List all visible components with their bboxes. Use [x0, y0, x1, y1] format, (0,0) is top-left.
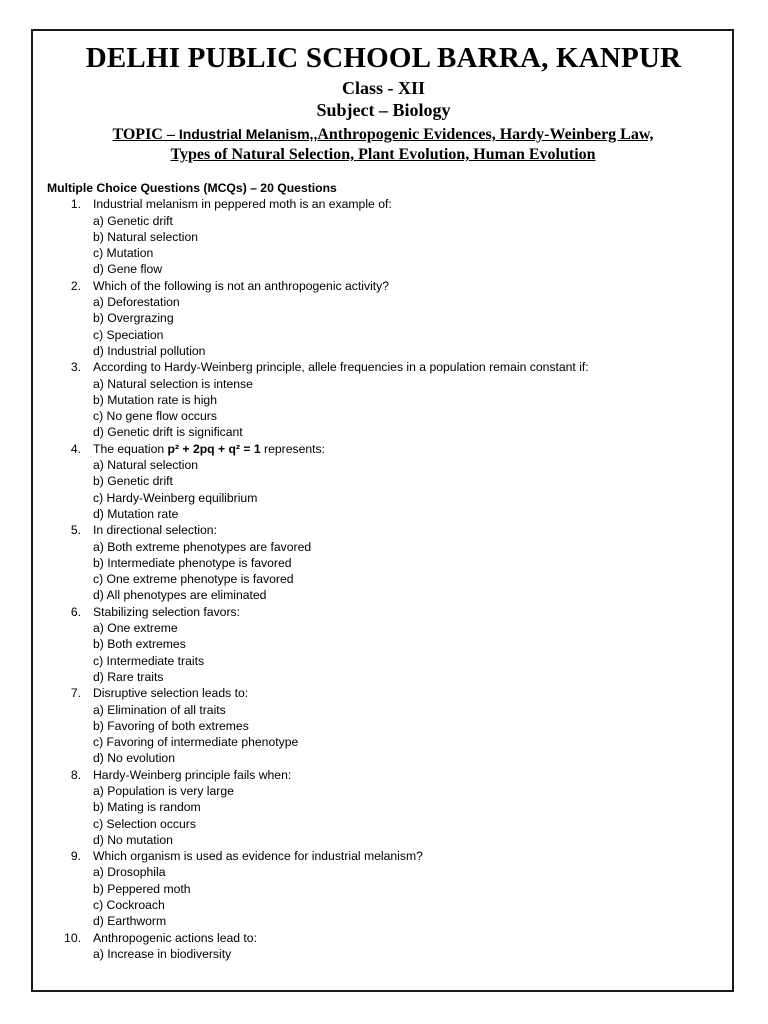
answer-option: d) Earthworm	[93, 914, 167, 929]
mcq-section	[47, 180, 707, 962]
answer-option: b) Genetic drift	[93, 474, 173, 489]
question-line	[47, 522, 707, 538]
answer-option: b) Peppered moth	[93, 881, 191, 896]
question-item	[47, 359, 707, 440]
question-text: Which organism is used as evidence for industrial melanism?	[93, 849, 423, 864]
answer-option: b) Overgrazing	[93, 311, 174, 326]
question-text: Stabilizing selection favors:	[93, 604, 240, 619]
answer-option: a) Deforestation	[93, 295, 180, 310]
answer-option: a) Population is very large	[93, 783, 234, 798]
answer-option: d) No mutation	[93, 832, 173, 847]
answer-option: c) No gene flow occurs	[93, 409, 217, 424]
answer-option: c) Mutation	[93, 246, 154, 261]
answer-option: d) Rare traits	[93, 669, 164, 684]
answer-option: b) Favoring of both extremes	[93, 718, 249, 733]
question-line	[47, 930, 707, 946]
question-line	[47, 359, 707, 375]
section-title: Multiple Choice Questions (MCQs) – 20 Questions	[47, 181, 337, 195]
answer-option: c) Cockroach	[93, 898, 165, 913]
question-number: 2.	[70, 278, 81, 293]
question-line	[47, 767, 707, 783]
question-text: Anthropogenic actions lead to:	[93, 930, 257, 945]
question-line	[47, 196, 707, 212]
answer-option: d) Mutation rate	[93, 506, 179, 521]
question-line	[47, 848, 707, 864]
question-text: Hardy-Weinberg principle fails when:	[93, 767, 292, 782]
question-line	[47, 278, 707, 294]
answer-option: b) Mutation rate is high	[93, 392, 217, 407]
question-text: According to Hardy-Weinberg principle, allele frequencies in a population remain constant if:	[93, 360, 589, 375]
question-item	[47, 522, 707, 603]
question-number: 7.	[70, 686, 81, 701]
question-text-suffix: represents:	[260, 441, 326, 456]
question-list	[47, 196, 707, 962]
question-line	[47, 685, 707, 701]
answer-option: d) Gene flow	[93, 262, 163, 277]
topic-heading	[40, 124, 726, 165]
question-text: Disruptive selection leads to:	[93, 686, 249, 701]
question-number: 3.	[70, 360, 81, 375]
answer-option: d) Genetic drift is significant	[93, 425, 243, 440]
question-text	[93, 441, 325, 457]
topic-part-1: Industrial Melanism,,	[178, 126, 318, 142]
answer-option: a) Genetic drift	[93, 213, 173, 228]
question-number: 1.	[70, 197, 81, 212]
question-number: 5.	[70, 523, 81, 538]
question-item	[47, 685, 707, 766]
answer-option: a) Elimination of all traits	[93, 702, 226, 717]
question-number: 8.	[70, 767, 81, 782]
question-text: Industrial melanism in peppered moth is an example of:	[93, 197, 392, 212]
answer-option: d) Industrial pollution	[93, 343, 206, 358]
answer-option: c) Hardy-Weinberg equilibrium	[93, 490, 258, 505]
answer-option: a) Natural selection is intense	[93, 376, 253, 391]
answer-option: a) Natural selection	[93, 458, 198, 473]
answer-option: a) One extreme	[93, 621, 178, 636]
answer-option: a) Drosophila	[93, 865, 166, 880]
question-text-prefix: The equation	[93, 441, 168, 456]
equation-text: p² + 2pq + q² = 1	[167, 441, 261, 456]
answer-option: b) Both extremes	[93, 637, 186, 652]
answer-option: d) All phenotypes are eliminated	[93, 588, 267, 603]
answer-option: b) Mating is random	[93, 800, 201, 815]
topic-part-3: Types of Natural Selection, Plant Evolution, Human Evolution	[170, 146, 596, 163]
answer-option: c) Speciation	[93, 327, 164, 342]
question-item	[47, 441, 707, 522]
question-item	[47, 848, 707, 929]
answer-option: c) Intermediate traits	[93, 653, 205, 668]
question-number: 6.	[70, 604, 81, 619]
answer-option: a) Increase in biodiversity	[93, 946, 232, 961]
answer-option: d) No evolution	[93, 751, 175, 766]
question-item	[47, 604, 707, 685]
question-number: 10.	[64, 930, 81, 945]
question-text: In directional selection:	[93, 523, 217, 538]
answer-option: c) One extreme phenotype is favored	[93, 572, 294, 587]
school-name: DELHI PUBLIC SCHOOL BARRA, KANPUR	[85, 42, 682, 74]
answer-option: c) Selection occurs	[93, 816, 196, 831]
answer-option: b) Natural selection	[93, 229, 198, 244]
topic-part-2: Anthropogenic Evidences, Hardy-Weinberg Law,	[317, 126, 654, 143]
question-item	[47, 767, 707, 848]
topic-prefix: TOPIC –	[112, 126, 179, 143]
subject-line: Subject – Biology	[316, 100, 451, 120]
answer-option: c) Favoring of intermediate phenotype	[93, 735, 299, 750]
question-number: 9.	[70, 849, 81, 864]
question-line	[47, 604, 707, 620]
answer-option: a) Both extreme phenotypes are favored	[93, 539, 312, 554]
answer-option: b) Intermediate phenotype is favored	[93, 555, 292, 570]
question-number: 4.	[70, 441, 81, 456]
question-text: Which of the following is not an anthropogenic activity?	[93, 278, 390, 293]
question-item	[47, 278, 707, 359]
class-line: Class - XII	[341, 78, 425, 98]
question-item	[47, 196, 707, 277]
question-item	[47, 930, 707, 963]
question-line	[47, 441, 707, 457]
